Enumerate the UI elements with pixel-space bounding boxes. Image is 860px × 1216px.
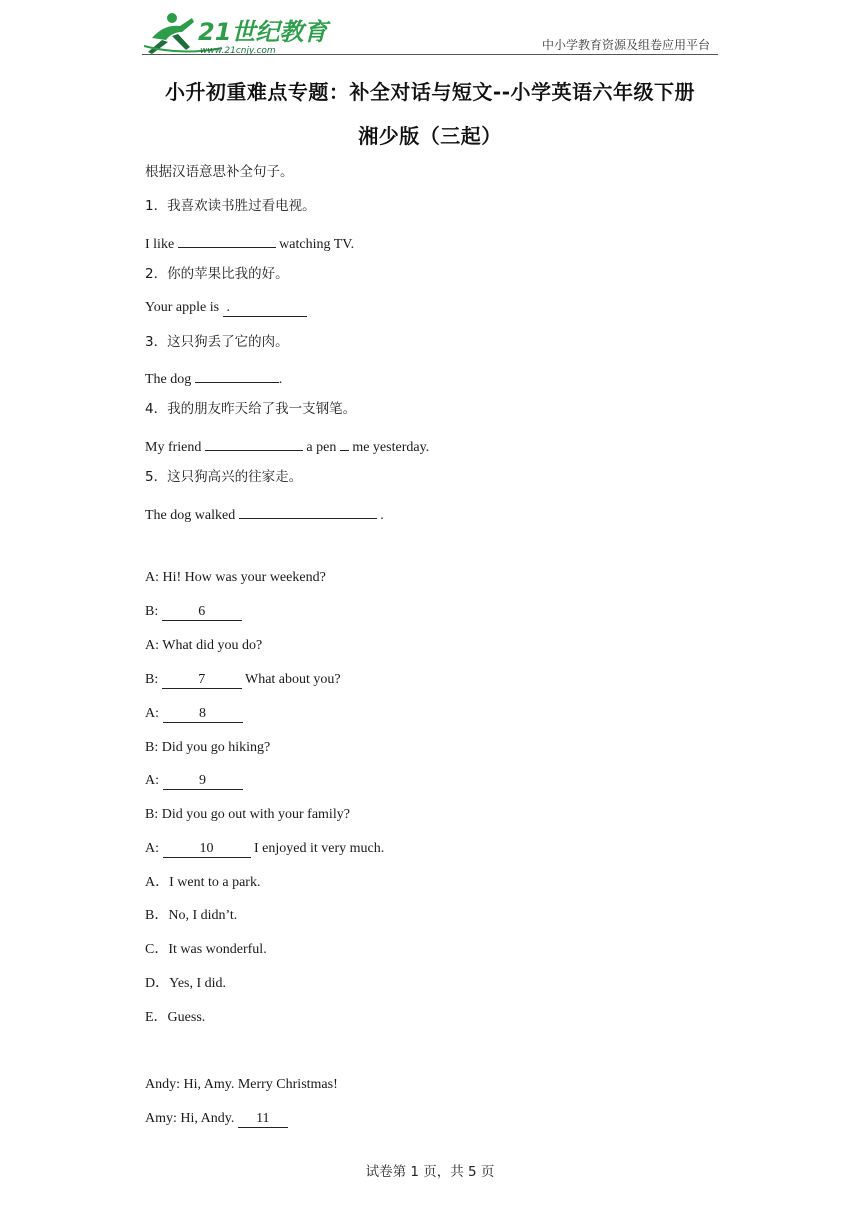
q3-chinese: 3．这只狗丢了它的肉。 [145, 334, 289, 350]
instruction-text: 根据汉语意思补全句子。 [145, 164, 294, 180]
dialogue2-line-1: Andy: Hi, Amy. Merry Christmas! [145, 1077, 338, 1092]
dialogue1-line-7 [145, 772, 243, 790]
sentence-fragment: B: [145, 604, 162, 619]
q1-blank [178, 231, 276, 248]
dialogue1-line-9 [145, 840, 384, 858]
q2-blank: . [223, 300, 307, 317]
dialogue1-line-4 [145, 671, 341, 689]
logo-url-text: www.21cnjy.com [200, 46, 276, 56]
option-b: B．No, I didn’t. [145, 908, 238, 923]
sentence-fragment: My friend [145, 440, 205, 455]
dialogue1-line-5 [145, 705, 243, 723]
page-footer: 试卷第 1 页，共 5 页 [365, 1164, 495, 1180]
q3-blank [195, 366, 279, 383]
blank-11: 11 [238, 1111, 288, 1128]
title-line-2: 湘少版（三起） [358, 124, 502, 148]
q2-chinese: 2．你的苹果比我的好。 [145, 266, 289, 282]
sentence-fragment: Amy: Hi, Andy. [145, 1111, 238, 1126]
sentence-fragment: The dog [145, 372, 195, 387]
q4-blank-1 [205, 434, 303, 451]
title-line-1: 小升初重难点专题：补全对话与短文--小学英语六年级下册 [164, 80, 696, 104]
sentence-fragment: What about you? [241, 672, 341, 687]
q4-english [145, 434, 429, 457]
sentence-fragment: Your apple is [145, 300, 223, 315]
blank-9: 9 [163, 773, 243, 790]
option-e: E．Guess. [145, 1010, 206, 1025]
sentence-fragment: I like [145, 237, 178, 252]
option-d: D．Yes, I did. [145, 976, 227, 991]
sentence-fragment: The dog walked [145, 508, 239, 523]
q5-chinese: 5．这只狗高兴的往家走。 [145, 469, 303, 485]
page-header [142, 8, 718, 56]
platform-label: 中小学教育资源及组卷应用平台 [541, 38, 710, 52]
blank-8: 8 [163, 706, 243, 723]
dialogue1-line-2 [145, 603, 242, 621]
dialogue2-line-2 [145, 1110, 288, 1128]
logo-main-text: 21世纪教育 [198, 18, 328, 46]
option-a: A．I went to a park. [145, 875, 261, 890]
q4-chinese: 4．我的朋友昨天给了我一支钢笔。 [145, 401, 357, 417]
dialogue1-line-8: B: Did you go out with your family? [145, 807, 350, 822]
sentence-fragment: watching TV. [275, 237, 355, 252]
sentence-fragment: a pen [302, 440, 340, 455]
header-divider [142, 54, 718, 55]
sentence-fragment: A: [145, 773, 163, 788]
sentence-fragment: I enjoyed it very much. [250, 841, 385, 856]
sentence-fragment: A: [145, 841, 163, 856]
dialogue1-line-3: A: What did you do? [145, 638, 263, 653]
dialogue1-line-6: B: Did you go hiking? [145, 740, 271, 755]
option-c: C．It was wonderful. [145, 942, 267, 957]
sentence-fragment: B: [145, 672, 162, 687]
q3-english [145, 366, 282, 389]
21cnjy-logo [142, 10, 328, 56]
sentence-fragment: A: [145, 706, 163, 721]
runner-head-icon [167, 13, 177, 23]
q2-english [145, 299, 307, 317]
sentence-fragment: . [278, 372, 283, 387]
q5-english [145, 502, 384, 525]
q1-chinese: 1．我喜欢读书胜过看电视。 [145, 198, 316, 214]
q5-blank [239, 502, 377, 519]
blank-10: 10 [163, 841, 251, 858]
sentence-fragment: me yesterday. [348, 440, 430, 455]
q4-blank-2 [340, 434, 349, 451]
sentence-fragment: . [376, 508, 384, 523]
blank-6: 6 [162, 604, 242, 621]
q1-english [145, 231, 354, 254]
blank-7: 7 [162, 672, 242, 689]
dialogue1-line-1: A: Hi! How was your weekend? [145, 570, 326, 585]
